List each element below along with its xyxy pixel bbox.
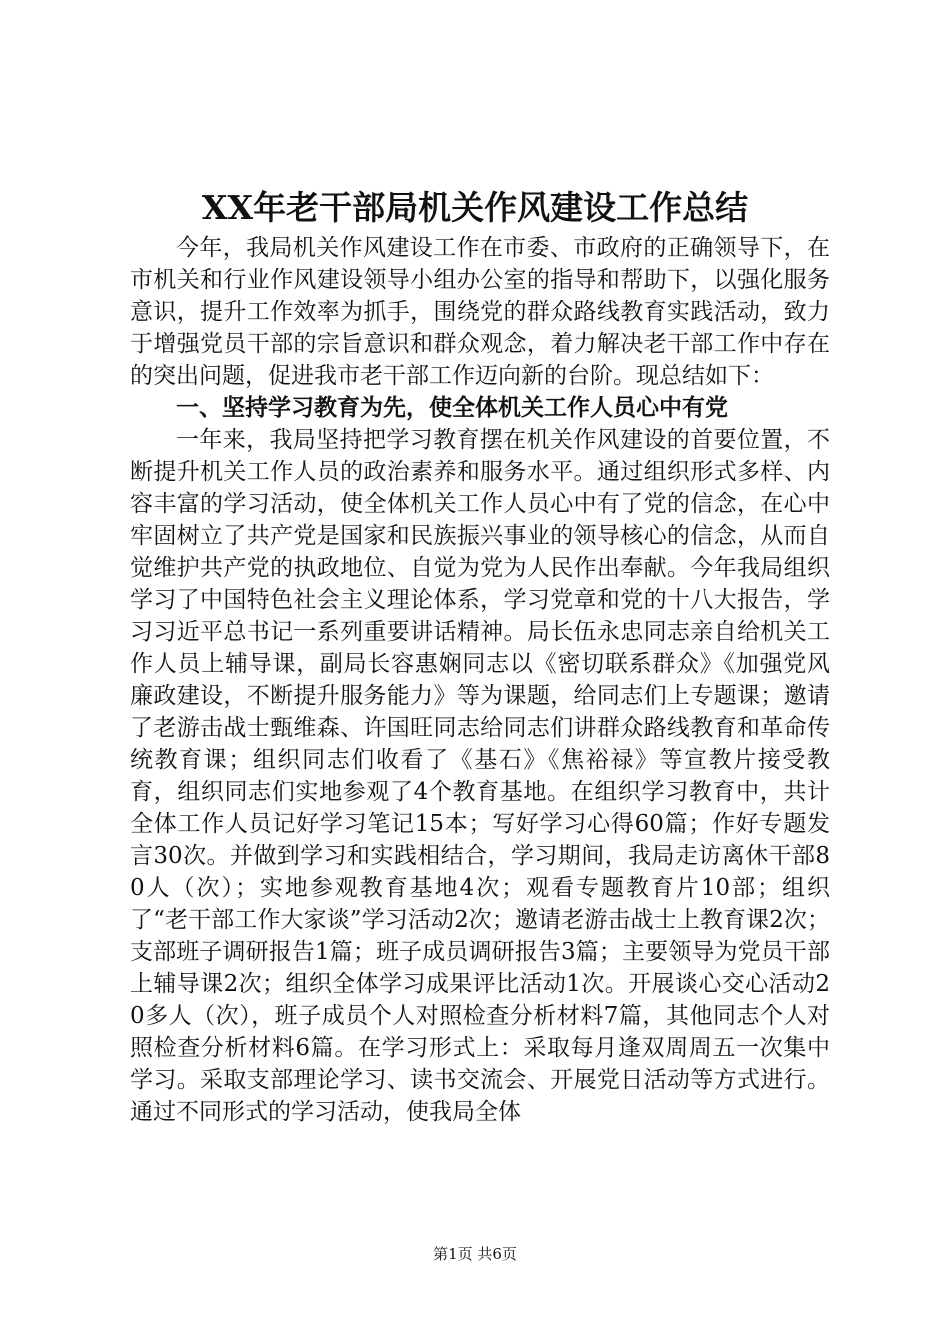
- section-heading: 一、坚持学习教育为先，使全体机关工作人员心中有党: [176, 395, 728, 421]
- document-title: XX年老干部局机关作风建设工作总结: [201, 188, 749, 227]
- section-paragraph: 一年来，我局坚持把学习教育摆在机关作风建设的首要位置，不断提升机关工作人员的政治素养和服务水平。通过组织形式多样、内容丰富的学习活动，使全体机关工作人员心中有了党的信念，在心中牢固树立了共产党是国家和民族振兴事业的领导核心的信念，从而自觉维护共产党的执政地位、自觉为党为人民作出奉献。今年我局组织学习了中国特色社会主义理论体系，学习党章和党的十八大报告，学习习近平总书记一系列重要讲话精神。局长伍永忠同志亲自给机关工作人员上辅导课，副局长容惠娴同志以《密切联系群众》《加强党风廉政建设，不断提升服务能力》等为课题，给同志们上专题课；邀请了老游击战士甄维森、许国旺同志给同志们讲群众路线教育和革命传统教育课；组织同志们收看了《基石》《焦裕禄》等宣教片接受教育，组织同志们实地参观了4个教育基地。在组织学习教育中，共计全体工作人员记好学习笔记15本；写好学习心得60篇；作好专题发言30次。并做到学习和实践相结合，学习期间，我局走访离休干部80人（次）；实地参观教育基地4次；观看专题教育片10部；组织了“老干部工作大家谈”学习活动2次；邀请老游击战士上教育课2次；支部班子调研报告1篇；班子成员调研报告3篇；主要领导为党员干部上辅导课2次；组织全体学习成果评比活动1次。开展谈心交心活动20多人（次），班子成员个人对照检查分析材料7篇，其他同志个人对照检查分析材料6篇。在学习形式上：采取每月逢双周周五一次集中学习。采取支部理论学习、读书交流会、开展党日活动等方式进行。通过不同形式的学习活动，使我局全体: [130, 427, 830, 1125]
- document-body: [130, 232, 830, 1128]
- intro-paragraph: 今年，我局机关作风建设工作在市委、市政府的正确领导下，在市机关和行业作风建设领导小组办公室的指导和帮助下，以强化服务意识，提升工作效率为抓手，围绕党的群众路线教育实践活动，致力于增强党员干部的宗旨意识和群众观念，着力解决老干部工作中存在的突出问题，促进我市老干部工作迈向新的台阶。现总结如下：: [130, 235, 830, 389]
- page-footer: 第1页 共6页: [433, 1245, 517, 1263]
